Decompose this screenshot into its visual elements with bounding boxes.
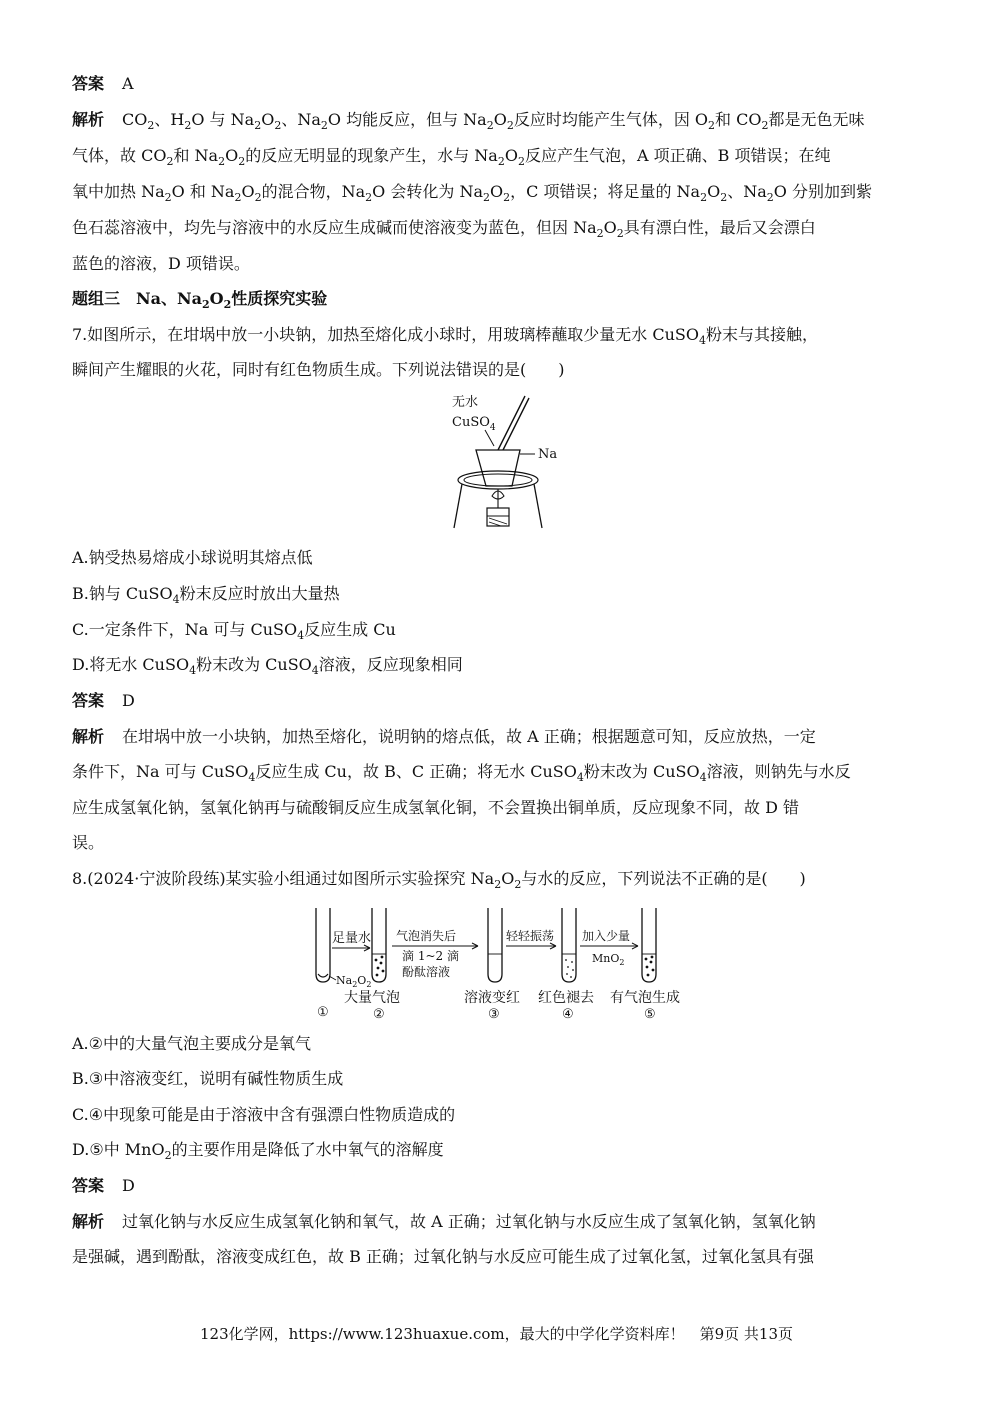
q8-option-a: A.②中的大量气泡主要成分是氧气 — [72, 1034, 311, 1053]
observation-2: 大量气泡 — [344, 990, 400, 1006]
bubbles-2 — [375, 956, 385, 977]
analysis-6-line-4: 色石蕊溶液中，均先与溶液中的水反应生成碱而使溶液变为蓝色，但因 $Na_2O_2$具有漂白性，最后又会漂白 — [72, 218, 816, 240]
answer-line-7 — [72, 691, 135, 711]
test-tube-3 — [488, 908, 502, 982]
analysis-7-line-1: 解析 在坩埚中放一小块钠，加热至熔化，说明钠的熔点低，故 A 正确；根据题意可知，反应放热，一定 — [72, 727, 816, 746]
observation-3: 溶液变红 — [464, 990, 520, 1006]
analysis-6-line-3: 氧中加热 $Na_2O$ 和 $Na_2O_2$的混合物，$Na_2O$ 会转化为 $Na_2O_2$，C 项错误；将足量的 $Na_2O_2$、$Na_2O$ 分别加到紫 — [72, 182, 872, 204]
q8-option-b: B.③中溶液变红，说明有碱性物质生成 — [72, 1069, 344, 1088]
answer-value: D — [122, 1176, 135, 1195]
analysis-7-line-4: 误。 — [72, 833, 105, 852]
q8-option-d: D.⑤中 MnO$_2$的主要作用是降低了水中氧气的溶解度 — [72, 1140, 444, 1162]
tube-number-2: ② — [373, 1007, 385, 1022]
reagent-label: $Na_2O_2$ — [336, 974, 372, 989]
analysis-label: 解析 — [72, 727, 105, 746]
page-footer: 123化学网，https://www.123huaxue.com，最大的中学化学资料库！ 第9页 共13页 — [199, 1325, 794, 1343]
step-label-2b: 滴 1~2 滴 — [402, 949, 459, 963]
q8-option-c: C.④中现象可能是由于溶液中含有强漂白性物质造成的 — [72, 1105, 456, 1124]
dots-4 — [565, 959, 574, 978]
q7-option-c: C.一定条件下，Na 可与 CuSO$_4$反应生成 Cu — [72, 620, 396, 642]
answer-label: 答案 — [72, 691, 105, 710]
observation-4: 红色褪去 — [538, 990, 594, 1006]
glass-rod — [498, 396, 525, 450]
analysis-6-line-1: 解析 $CO_2$、$H_2O$ 与 $Na_2O_2$、$Na_2O$ 均能反应，但与 $Na_2O_2$反应时均能产生气体，因 $O_2$和 $CO_2$都是无色无味 — [72, 110, 865, 132]
test-tube-1 — [316, 908, 330, 982]
answer-value: A — [122, 74, 134, 93]
question-7-line-1: 7.如图所示，在坩埚中放一小块钠，加热至熔化成小球时，用玻璃棒蘸取少量无水 CuSO$_4$粉末与其接触， — [72, 325, 818, 347]
crucible-apparatus-figure — [440, 388, 570, 536]
observation-5: 有气泡生成 — [610, 990, 680, 1006]
answer-line-8 — [72, 1176, 135, 1196]
step-label-2c: 酚酞溶液 — [402, 965, 451, 979]
step-label-4b: MnO$_2$ — [592, 952, 625, 967]
tube-number-4: ④ — [562, 1007, 574, 1022]
figure-label-na: Na — [538, 447, 558, 462]
analysis-7-line-2: 条件下，Na 可与 CuSO$_4$反应生成 Cu，故 B、C 正确；将无水 CuSO$_4$粉末改为 CuSO$_4$溶液，则钠先与水反 — [72, 762, 851, 784]
test-tube-4 — [562, 908, 576, 982]
analysis-6-line-2: 气体，故 $CO_2$和 $Na_2O_2$的反应无明显的现象产生，水与 $Na_2O_2$反应产生气泡，A 项正确、B 项错误；在纯 — [72, 146, 831, 168]
analysis-7-line-3: 应生成氢氧化钠，氢氧化钠再与硫酸铜反应生成氢氧化铜，不会置换出铜单质，反应现象不同，故 D 错 — [72, 798, 800, 817]
answer-value: D — [122, 691, 135, 710]
step-label-1: 足量水 — [332, 931, 372, 946]
figure-label-anhydrous: 无水 — [452, 395, 479, 410]
question-8-line-1: 8.(2024·宁波阶段练)某实验小组通过如图所示实验探究 $Na_2O_2$与水的反应，下列说法不正确的是( ) — [72, 869, 806, 891]
answer-line-6 — [72, 74, 134, 94]
analysis-6-line-5: 蓝色的溶液，D 项错误。 — [72, 254, 250, 273]
figure-label-cuso4: CuSO$_4$ — [452, 415, 496, 433]
tube-number-3: ③ — [488, 1007, 500, 1022]
step-label-3: 轻轻振荡 — [506, 929, 555, 943]
analysis-8-line-2: 是强碱，遇到酚酞，溶液变成红色，故 B 正确；过氧化钠与水反应可能生成了过氧化氢，过氧化氢具有强 — [72, 1247, 814, 1266]
group-heading: 题组三 Na、$Na_2O_2$性质探究实验 — [72, 289, 328, 311]
analysis-label: 解析 — [72, 110, 105, 129]
step-label-2a: 气泡消失后 — [396, 929, 457, 943]
q7-option-b: B.钠与 CuSO$_4$粉末反应时放出大量热 — [72, 584, 340, 606]
q7-option-d: D.将无水 CuSO$_4$粉末改为 CuSO$_4$溶液，反应现象相同 — [72, 655, 463, 677]
analysis-label: 解析 — [72, 1212, 105, 1231]
answer-label: 答案 — [72, 1176, 105, 1195]
q7-option-a: A.钠受热易熔成小球说明其熔点低 — [72, 548, 313, 567]
test-tube-experiment-figure — [308, 902, 700, 1024]
answer-label: 答案 — [72, 74, 105, 93]
step-label-4a: 加入少量 — [582, 929, 631, 943]
question-7-line-2: 瞬间产生耀眼的火花，同时有红色物质生成。下列说法错误的是( ) — [72, 360, 565, 379]
tube-number-5: ⑤ — [644, 1007, 656, 1022]
crucible — [476, 450, 520, 486]
tube-number-1: ① — [317, 1005, 329, 1020]
analysis-8-line-1: 解析 过氧化钠与水反应生成氢氧化钠和氧气，故 A 正确；过氧化钠与水反应生成了氢氧化钠，氢氧化钠 — [72, 1212, 816, 1231]
bubbles-5 — [645, 956, 655, 977]
